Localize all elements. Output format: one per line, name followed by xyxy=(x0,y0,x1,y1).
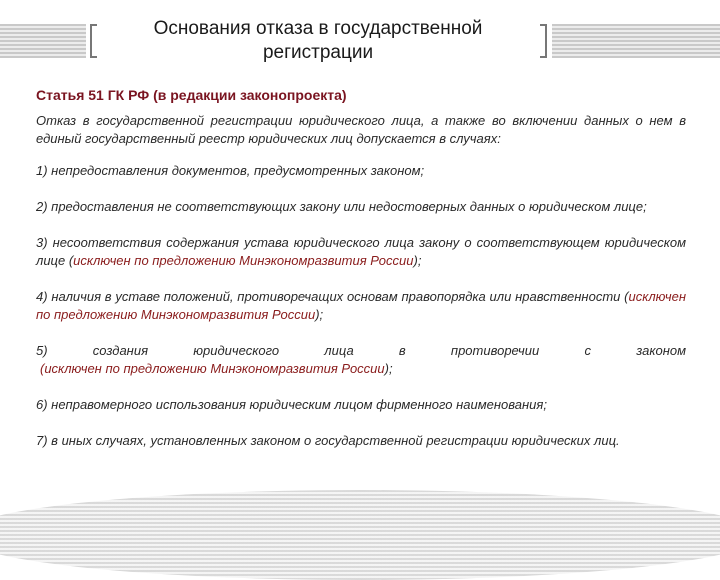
exclusion-note: исключен по предложению Минэкономразвития России xyxy=(73,253,414,268)
list-item-text: 5) создания юридического лица в противоречии с законом xyxy=(36,343,686,358)
list-item-text: 4) наличия в уставе положений, противоречащих основам правопорядка или нравственности ( xyxy=(36,289,629,304)
list-item-7 xyxy=(36,432,686,450)
list-item-6 xyxy=(36,396,686,414)
header-stripes-right xyxy=(552,24,720,58)
exclusion-note: исключен по предложению Минэкономразвития России xyxy=(36,289,686,322)
list-item-tail: ); xyxy=(384,361,393,376)
list-item-tail: ); xyxy=(413,253,422,268)
list-item-2 xyxy=(36,198,686,216)
list-item-5 xyxy=(36,342,686,360)
list-item-text: 7) в иных случаях, установленных законом о государственной регистрации юридических лиц. xyxy=(36,433,620,448)
list-item-text: 2) предоставления не соответствующих закону или недостоверных данных о юридическом лице; xyxy=(36,199,647,214)
list-item-1 xyxy=(36,162,686,180)
title-bracket-right xyxy=(540,24,547,58)
intro-paragraph: Отказ в государственной регистрации юридического лица, а также во включении данных о нем в единый государственный реестр юридических лиц допускается в случаях: xyxy=(36,113,686,146)
list-item-text: 6) неправомерного использования юридическим лицом фирменного наименования; xyxy=(36,397,547,412)
exclusion-note: (исключен по предложению Минэкономразвития России xyxy=(40,361,385,376)
title-bracket-left xyxy=(90,24,97,58)
list-item-5-note xyxy=(36,360,686,378)
page-title: Основания отказа в государственной регистрации xyxy=(153,18,483,63)
list-item-tail: ); xyxy=(315,307,324,322)
list-item-text: 3) несоответствия содержания устава юридического лица закону о соответствующем юридическом лице ( xyxy=(36,235,686,268)
article-body xyxy=(36,112,686,468)
list-item-text: 1) непредоставления документов, предусмотренных законом; xyxy=(36,163,425,178)
decorative-floor xyxy=(0,490,720,580)
article-subtitle: Статья 51 ГК РФ (в редакции законопроекта) xyxy=(36,87,347,103)
list-item-4 xyxy=(36,288,686,324)
header-stripes-left xyxy=(0,24,86,58)
list-item-3 xyxy=(36,234,686,270)
